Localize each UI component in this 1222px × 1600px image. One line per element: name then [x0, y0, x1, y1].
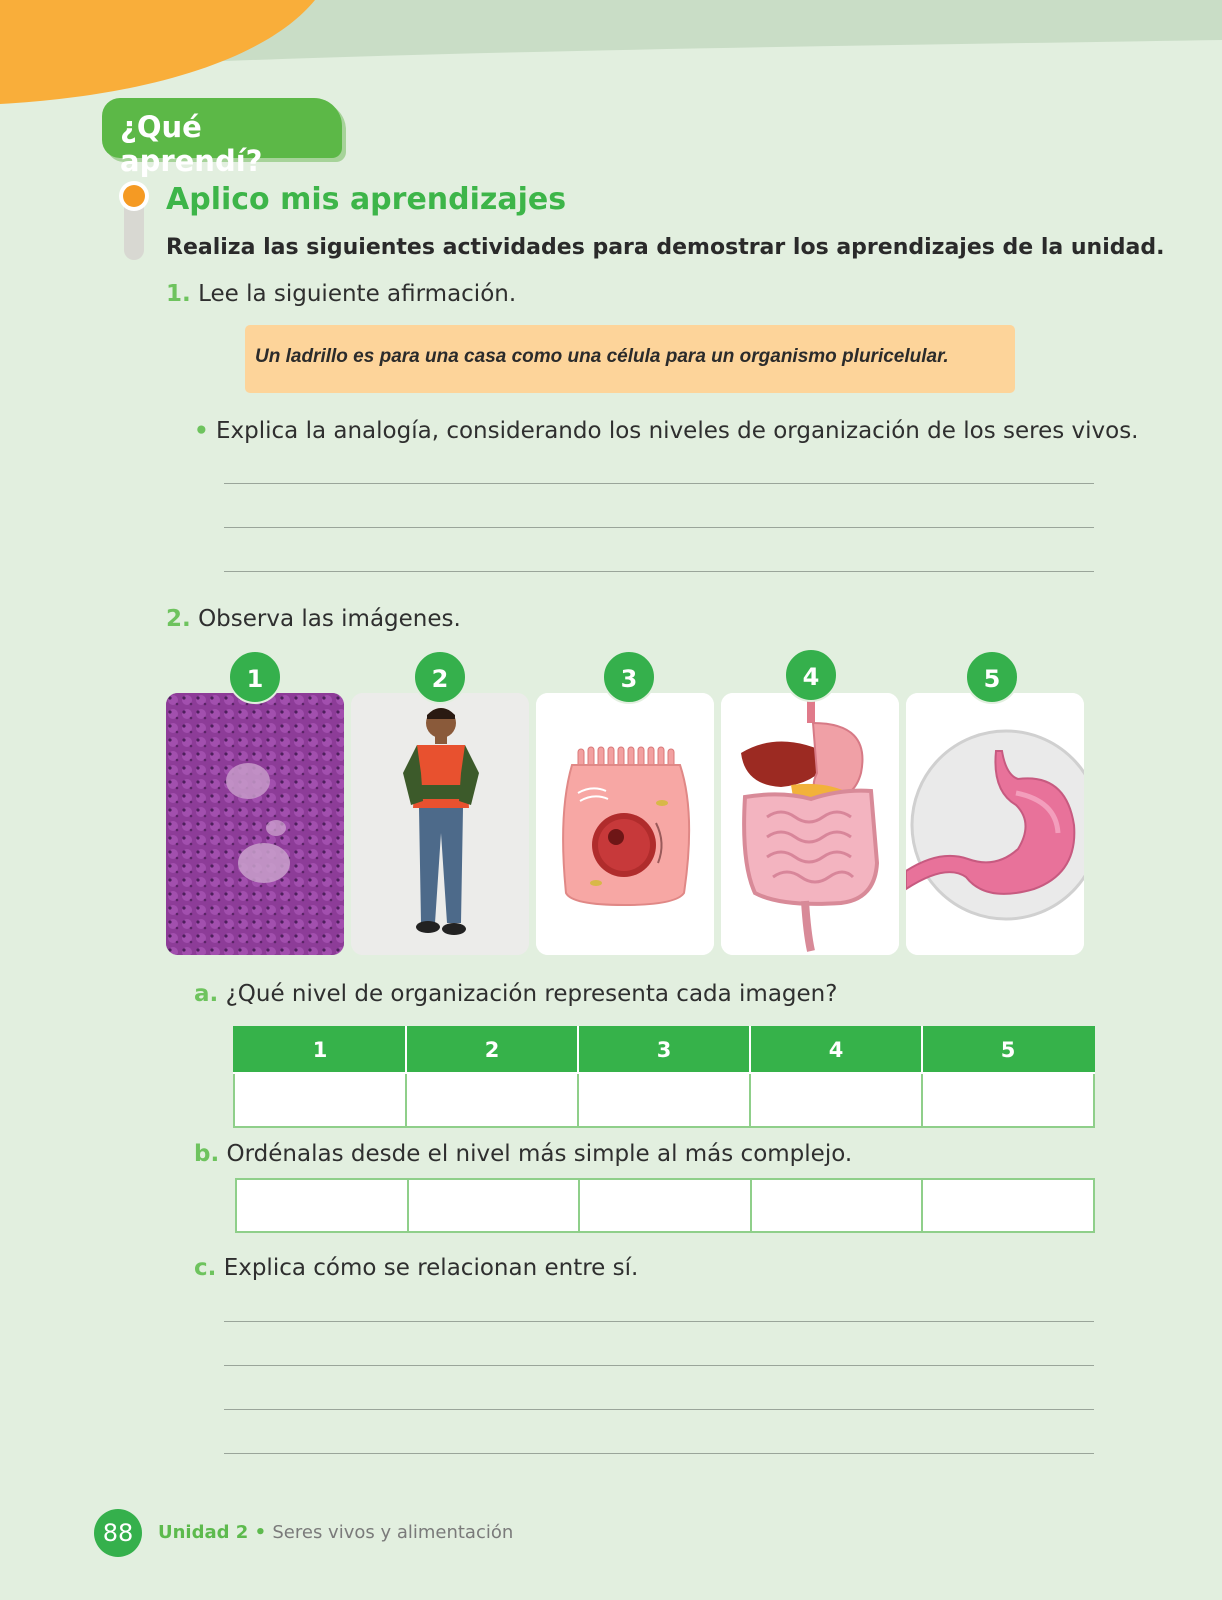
analogy-quote-box — [245, 325, 1015, 393]
question-1-prompt — [194, 418, 1139, 444]
answer-cell[interactable] — [922, 1179, 1094, 1232]
table-header: 1 — [234, 1027, 406, 1073]
question-2c-letter: c. — [194, 1255, 217, 1281]
answer-cell[interactable] — [751, 1179, 923, 1232]
footer-separator: • — [248, 1522, 273, 1543]
answer-cell[interactable] — [234, 1073, 406, 1127]
question-2a — [194, 981, 837, 1007]
question-2a-letter: a. — [194, 981, 219, 1007]
question-1-prompt-text: Explica la analogía, considerando los niveles de organización de los seres vivos. — [216, 418, 1139, 444]
table-header-row — [234, 1027, 1094, 1073]
table-header: 5 — [922, 1027, 1094, 1073]
question-2c-text: Explica cómo se relacionan entre sí. — [223, 1255, 639, 1281]
answer-line[interactable] — [224, 1321, 1094, 1322]
question-2b-letter: b. — [194, 1141, 220, 1167]
stomach-illustration — [906, 693, 1084, 955]
table-header: 2 — [406, 1027, 578, 1073]
top-decoration — [0, 0, 1222, 110]
answer-cell[interactable] — [236, 1179, 408, 1232]
question-1-number: 1. — [166, 281, 191, 307]
tissue-image — [166, 693, 344, 955]
image-number-badge: 3 — [602, 650, 656, 704]
table-row — [236, 1179, 1094, 1232]
table-row — [234, 1073, 1094, 1127]
organ-image — [906, 693, 1084, 955]
organization-level-table — [233, 1026, 1095, 1128]
order-table — [235, 1178, 1095, 1233]
answer-cell[interactable] — [408, 1179, 580, 1232]
bullet-dot: • — [194, 418, 209, 444]
answer-line[interactable] — [224, 527, 1094, 528]
answer-line[interactable] — [224, 1409, 1094, 1410]
answer-cell[interactable] — [579, 1179, 751, 1232]
footer-unit: Unidad 2 — [158, 1522, 249, 1543]
cell-illustration — [536, 693, 714, 955]
cell-image — [536, 693, 714, 955]
question-2-number: 2. — [166, 606, 191, 632]
question-1 — [166, 281, 516, 307]
system-image — [721, 693, 899, 955]
image-number-badge: 5 — [965, 650, 1019, 704]
question-1-text: Lee la siguiente afirmación. — [198, 281, 517, 307]
answer-line[interactable] — [224, 1453, 1094, 1454]
digestive-system-illustration — [721, 693, 899, 955]
activity-marker-icon — [118, 180, 152, 260]
image-number-badge: 1 — [228, 650, 282, 704]
person-image — [351, 693, 529, 955]
section-badge — [102, 98, 342, 178]
question-2c — [194, 1255, 638, 1281]
table-header: 4 — [750, 1027, 922, 1073]
answer-line[interactable] — [224, 1365, 1094, 1366]
tissue-micrograph-illustration — [166, 693, 344, 955]
instructions-text: Realiza las siguientes actividades para demostrar los aprendizajes de la unidad. — [166, 235, 1165, 260]
footer-unit-info — [158, 1522, 513, 1543]
answer-cell[interactable] — [922, 1073, 1094, 1127]
answer-cell[interactable] — [750, 1073, 922, 1127]
analogy-quote: Un ladrillo es para una casa como una célula para un organismo pluricelular. — [255, 346, 949, 367]
image-number-badge: 2 — [413, 650, 467, 704]
question-2b-text: Ordénalas desde el nivel más simple al más complejo. — [226, 1141, 853, 1167]
boy-illustration — [351, 693, 529, 955]
answer-cell[interactable] — [578, 1073, 750, 1127]
question-2a-text: ¿Qué nivel de organización representa cada imagen? — [225, 981, 838, 1007]
table-header: 3 — [578, 1027, 750, 1073]
question-2-text: Observa las imágenes. — [198, 606, 461, 632]
question-2 — [166, 606, 461, 632]
answer-line[interactable] — [224, 571, 1094, 572]
answer-line[interactable] — [224, 483, 1094, 484]
footer-topic: Seres vivos y alimentación — [272, 1522, 514, 1543]
question-2b — [194, 1141, 852, 1167]
section-badge-label: ¿Qué aprendí? — [120, 110, 263, 178]
image-number-badge: 4 — [784, 648, 838, 702]
answer-cell[interactable] — [406, 1073, 578, 1127]
page-number: 88 — [94, 1509, 142, 1557]
section-title: Aplico mis aprendizajes — [166, 182, 567, 217]
